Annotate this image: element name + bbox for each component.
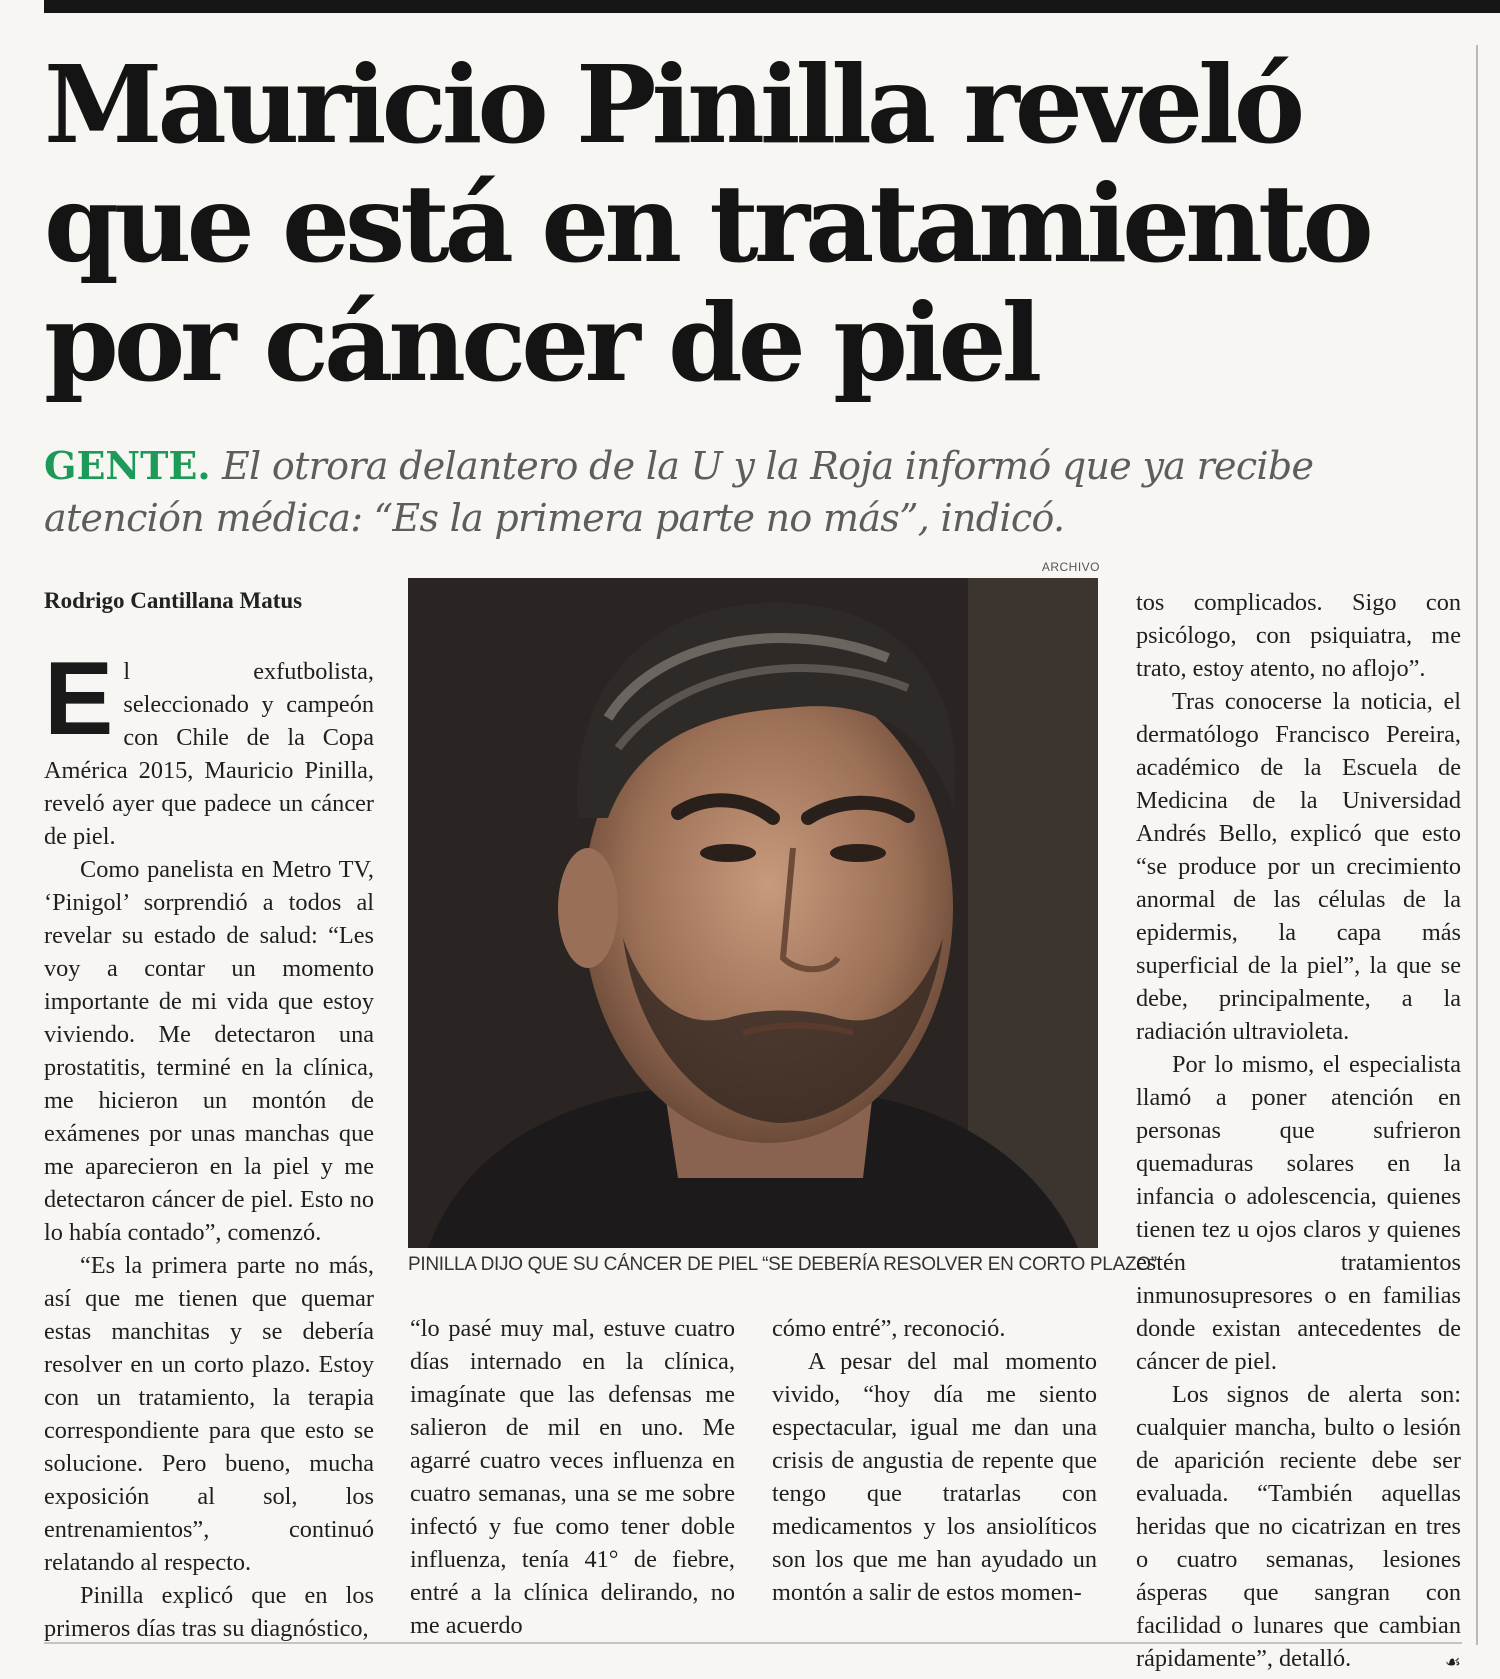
article-paragraph: cómo entré”, reconoció. [772,1315,1006,1342]
portrait-photo [408,578,1098,1248]
deck [44,440,1374,544]
deck-text: El otrora delantero de la U y la Roja informó que ya recibe atención médica: “Es la primera parte no más”, indicó. [44,444,1314,540]
article-column-4 [1136,586,1461,1679]
article-paragraph: Como panelista en Metro TV, ‘Pinigol’ sorprendió a todos al revelar su estado de salud: “Les voy a contar un momento importante de mi vida que estoy viviendo. Me detectaron una prostatitis, terminé en la clínica, me hicieron un montón de exámenes por unas manchas que me aparecieron en la piel y me detectaron cáncer de piel. Esto no lo había contado”, comenzó. [44,856,374,1246]
article-column-1 [44,641,374,1645]
end-mark-icon: ☙ [1444,1652,1461,1672]
top-rule [44,0,1500,13]
byline: Rodrigo Cantillana Matus [44,588,303,613]
article-paragraph: Por lo mismo, el especialista llamó a poner atención en personas que sufrieron quemaduras solares en la infancia o adolescencia, quienes tienen tez u ojos claros y quienes estén tratamientos inmunosupresores o en familias donde existan antecedentes de cáncer de piel. [1136,1051,1461,1375]
paragraph-text: l exfutbolista, seleccionado y campeón con Chile de la Copa América 2015, Mauricio Pinilla, reveló ayer que padece un cáncer de piel. [44,658,374,850]
article-column-3 [772,1312,1097,1609]
article-paragraph: Tras conocerse la noticia, el dermatólogo Francisco Pereira, académico de la Escuela de Medicina de la Universidad Andrés Bello, explicó que esto “se produce por un crecimiento anormal de las células de la epidermis, la capa más superficial de la piel”, la que se debe, principalmente, a la radiación ultravioleta. [1136,688,1461,1045]
headline [44,43,1374,406]
article-paragraph: Pinilla explicó que en los primeros días tras su diagnóstico, [44,1582,374,1642]
article-paragraph: tos complicados. Sigo con psicólogo, con psiquiatra, me trato, estoy atento, no aflojo”. [1136,589,1461,682]
paragraph-text: Los signos de alerta son: cualquier mancha, bulto o lesión de aparición reciente debe ser evaluada. “También aquellas heridas que no cicatrizan en tres o cuatro semanas, lesiones ásperas que sangran con facilidad o lunares que cambian rápidamente”, detalló. [1136,1381,1461,1672]
drop-cap: E [44,641,114,757]
headline-line: por cáncer de piel [44,281,1038,406]
article-paragraph [44,641,374,853]
article-paragraph: “lo pasé muy mal, estuve cuatro días internado en la clínica, imagínate que las defensas me salieron de mil en uno. Me agarré cuatro veces influenza en cuatro semanas, una se me sobre infectó y fue como tener doble influenza, tenía 41° de fiebre, entré a la clínica delirando, no me acuerdo [410,1315,735,1639]
photo-credit: ARCHIVO [1041,560,1100,574]
section-kicker: GENTE. [44,443,211,488]
article-paragraph [1136,1378,1461,1675]
portrait-illustration [408,578,1098,1248]
article-paragraph: A pesar del mal momento vivido, “hoy día me siento espectacular, igual me dan una crisis de angustia de repente que tengo que tratarlas con medicamentos y los ansiolíticos son los que me han ayudado un montón a salir de estos momen- [772,1348,1097,1606]
photo-caption: PINILLA DIJO QUE SU CÁNCER DE PIEL “SE DEBERÍA RESOLVER EN CORTO PLAZO”. [408,1254,1162,1275]
article-column-2 [410,1312,735,1642]
bottom-rule [44,1642,1462,1644]
article-paragraph: “Es la primera parte no más, así que me tienen que quemar estas manchitas y se debería resolver en un corto plazo. Estoy con un tratamiento, la terapia correspondiente para que esto se solucione. Pero bueno, mucha exposición al sol, los entrenamientos”, continuó relatando al respecto. [44,1252,374,1576]
headline-line: que está en tratamiento [44,162,1369,287]
headline-line: Mauricio Pinilla reveló [44,43,1301,168]
column-rule [1476,45,1478,1645]
